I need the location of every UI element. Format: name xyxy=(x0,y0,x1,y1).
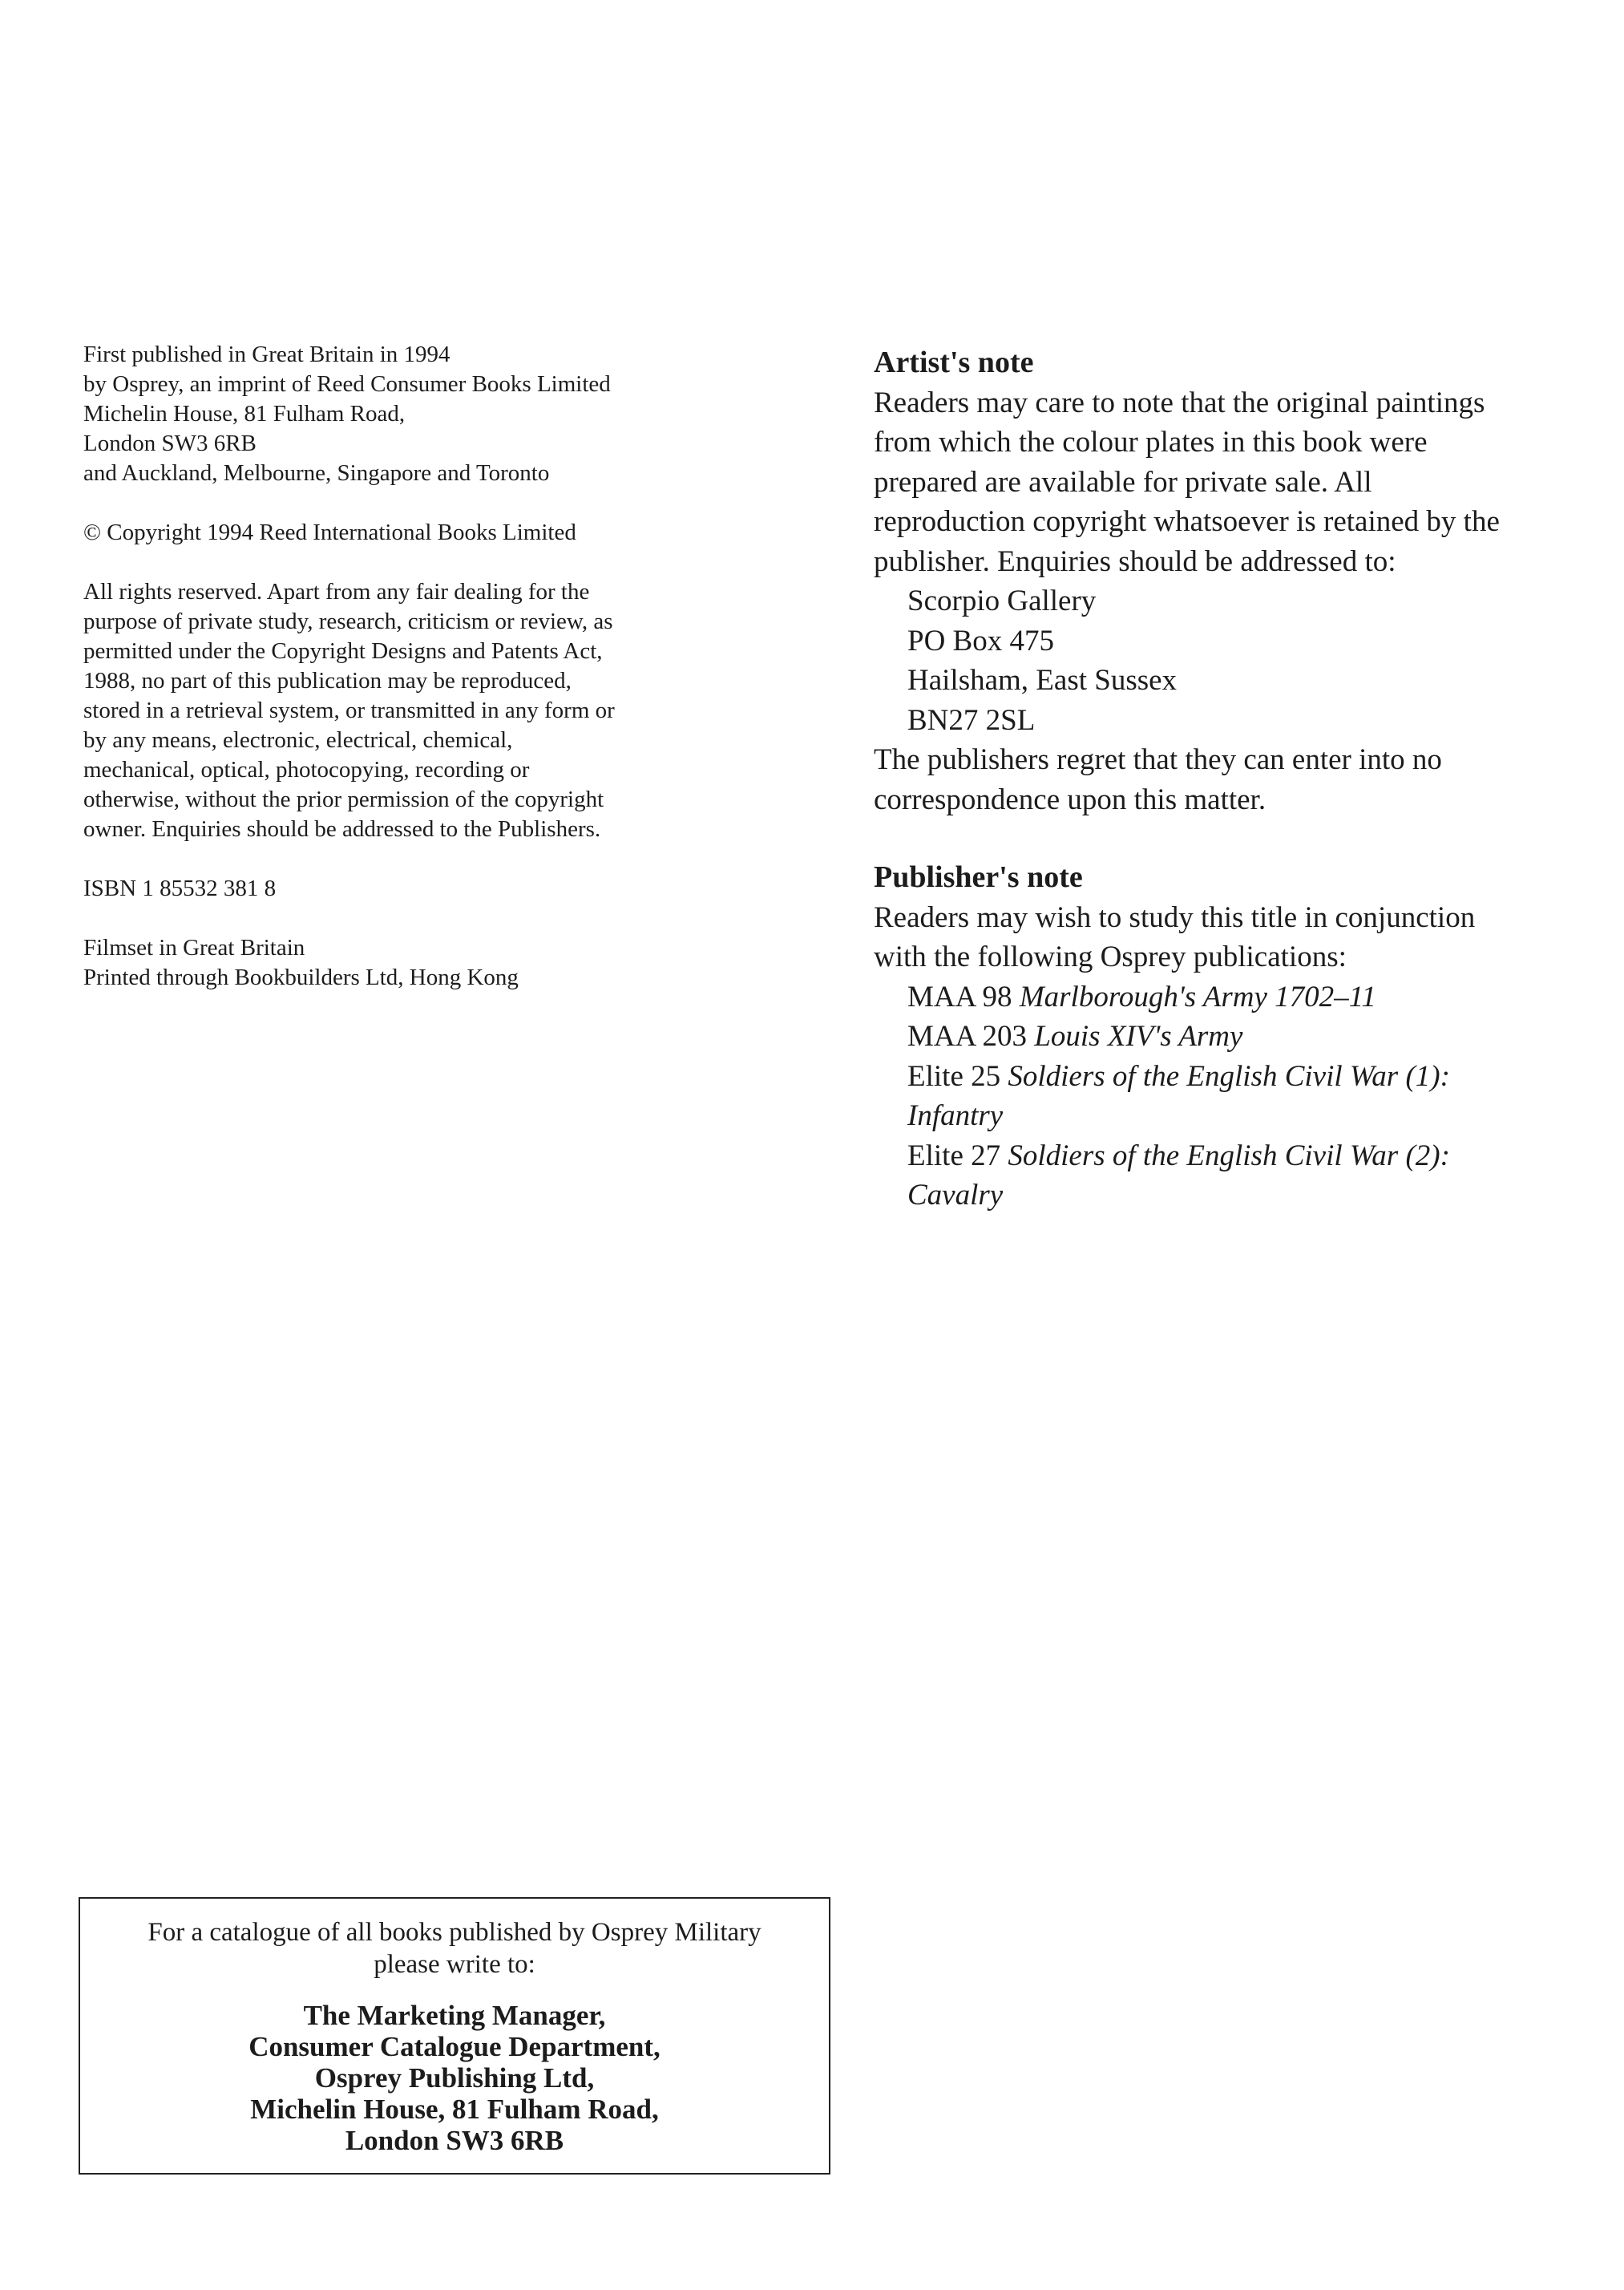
artists-note-line: Readers may care to note that the original paintings xyxy=(874,386,1485,419)
artists-note-closing: correspondence upon this matter. xyxy=(874,783,1266,816)
catalogue-address-line: Consumer Catalogue Department, xyxy=(248,2031,661,2062)
publishers-note-line: Readers may wish to study this title in conjunction xyxy=(874,900,1476,934)
catalogue-request-box xyxy=(79,1897,830,2175)
catalogue-address-line: Michelin House, 81 Fulham Road, xyxy=(250,2094,659,2125)
publication-line: First published in Great Britain in 1994 xyxy=(83,342,450,367)
catalogue-address xyxy=(80,2000,829,2156)
printed-line: Printed through Bookbuilders Ltd, Hong Kong xyxy=(83,965,519,990)
publication-title: Cavalry xyxy=(907,1179,1004,1212)
publishers-note-line: with the following Osprey publications: xyxy=(874,941,1347,973)
rights-reserved xyxy=(83,577,693,844)
catalogue-intro-line: For a catalogue of all books published by Osprey Military xyxy=(147,1918,762,1947)
publication-title: Soldiers of the English Civil War (1): xyxy=(1008,1059,1450,1093)
publication-title: Soldiers of the English Civil War (2): xyxy=(1008,1139,1450,1172)
artists-note-line: from which the colour plates in this book were xyxy=(874,426,1428,459)
printing-info xyxy=(83,933,693,993)
gallery-address-line: PO Box 475 xyxy=(907,624,1054,657)
publication-series: Elite 27 xyxy=(907,1139,1001,1172)
catalogue-address-line: The Marketing Manager, xyxy=(303,2000,606,2031)
related-publication xyxy=(874,1017,1571,1057)
publication-info xyxy=(83,340,693,488)
isbn-block xyxy=(83,874,693,904)
related-publication xyxy=(874,1175,1571,1216)
rights-line: purpose of private study, research, criticism or review, as xyxy=(83,609,613,634)
imprint-column xyxy=(83,340,693,1022)
publication-series: Elite 25 xyxy=(907,1059,1001,1093)
artists-note-line: publisher. Enquiries should be addressed to: xyxy=(874,544,1396,578)
artists-note-heading: Artist's note xyxy=(874,346,1034,379)
catalogue-intro-line: please write to: xyxy=(374,1950,535,1979)
publishers-note xyxy=(874,858,1571,1216)
publishers-note-heading: Publisher's note xyxy=(874,860,1083,894)
rights-line: otherwise, without the prior permission of the copyright xyxy=(83,787,604,812)
publication-series: MAA 98 xyxy=(907,980,1012,1014)
filmset-line: Filmset in Great Britain xyxy=(83,935,305,961)
isbn: ISBN 1 85532 381 8 xyxy=(83,876,277,901)
gallery-address-line: BN27 2SL xyxy=(907,703,1036,737)
artists-note xyxy=(874,343,1571,819)
notes-column xyxy=(874,343,1571,1254)
related-publication xyxy=(874,1057,1571,1097)
related-publication xyxy=(874,1136,1571,1176)
publication-line: Michelin House, 81 Fulham Road, xyxy=(83,401,406,427)
publication-line: and Auckland, Melbourne, Singapore and Toronto xyxy=(83,460,550,486)
gallery-address-line: Scorpio Gallery xyxy=(907,585,1097,617)
rights-line: 1988, no part of this publication may be reproduced, xyxy=(83,668,572,694)
rights-line: mechanical, optical, photocopying, recording or xyxy=(83,757,530,783)
artists-note-line: prepared are available for private sale. All xyxy=(874,465,1372,499)
publication-line: by Osprey, an imprint of Reed Consumer Books Limited xyxy=(83,371,611,397)
rights-line: by any means, electronic, electrical, chemical, xyxy=(83,727,513,753)
artists-note-closing: The publishers regret that they can enter into no xyxy=(874,743,1442,776)
copyright-notice xyxy=(83,518,693,548)
publication-title: Louis XIV's Army xyxy=(1034,1020,1243,1053)
related-publication xyxy=(874,1096,1571,1136)
catalogue-address-line: London SW3 6RB xyxy=(345,2125,564,2156)
copyright-line: © Copyright 1994 Reed International Books Limited xyxy=(83,520,576,545)
artists-note-line: reproduction copyright whatsoever is retained by the xyxy=(874,505,1500,538)
publication-series: MAA 203 xyxy=(907,1020,1028,1053)
publication-title: Marlborough's Army 1702–11 xyxy=(1019,980,1376,1014)
catalogue-address-line: Osprey Publishing Ltd, xyxy=(314,2062,595,2094)
rights-line: stored in a retrieval system, or transmitted in any form or xyxy=(83,698,615,723)
rights-line: permitted under the Copyright Designs and Patents Act, xyxy=(83,638,603,664)
related-publication xyxy=(874,977,1571,1018)
publication-title: Infantry xyxy=(907,1099,1004,1132)
rights-line: All rights reserved. Apart from any fair dealing for the xyxy=(83,579,590,605)
gallery-address-line: Hailsham, East Sussex xyxy=(907,664,1178,697)
publication-line: London SW3 6RB xyxy=(83,431,257,456)
rights-line: owner. Enquiries should be addressed to the Publishers. xyxy=(83,816,601,842)
